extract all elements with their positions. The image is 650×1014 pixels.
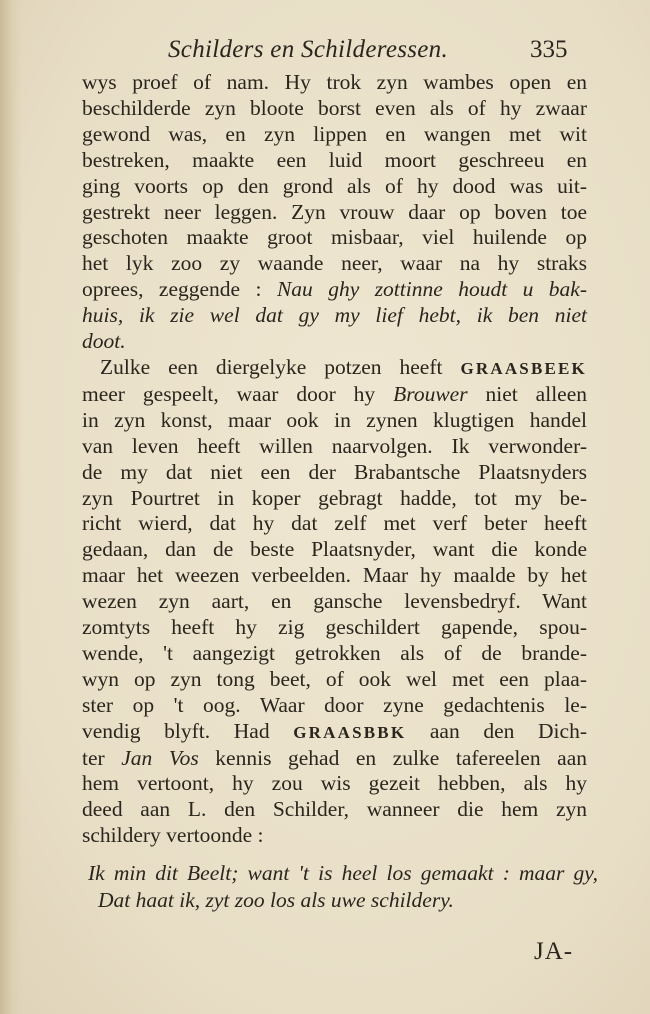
text-run: vendig blyft. Had — [82, 718, 294, 743]
italic-quote-line: doot. — [82, 329, 126, 354]
text-line — [82, 355, 587, 382]
name-italic: Brouwer — [393, 381, 468, 406]
binding-gutter — [0, 0, 22, 1014]
text-run: niet alleen — [467, 381, 587, 406]
page-header — [0, 32, 650, 66]
text-line: beschilderde zyn bloote borst even als of hy zwaar — [82, 95, 587, 120]
name-italic: Jan Vos — [121, 745, 199, 770]
text-line — [82, 746, 587, 772]
text-run: kennis gehad en zulke tafereelen aan — [198, 745, 587, 770]
text-line: de my dat niet een der Brabantsche Plaatsnyders — [82, 459, 587, 484]
verse-line: Ik min dit Beelt; want 't is heel los gemaakt : maar gy, — [88, 861, 598, 885]
italic-quote: Nau ghy zottinne houdt u bak- — [276, 277, 587, 302]
text-line: zomtyts heeft hy zig geschildert gapende, spou- — [82, 615, 587, 640]
text-line: wyn op zyn tong beet, of ook wel met een plaa- — [82, 666, 587, 691]
text-line: schildery vertoonde : — [82, 823, 264, 848]
text-line: maar het weezen verbeelden. Maar hy maalde by het — [82, 563, 587, 588]
text-line: ster op 't oog. Waar door zyne gedachtenis le- — [82, 692, 587, 717]
text-line: wezen zyn aart, en gansche levensbedryf. Want — [82, 589, 587, 614]
text-line — [82, 719, 587, 746]
verse-line: Dat haat ik, zyt zoo los als uwe schildery. — [98, 888, 454, 912]
text-line: ging voorts op den grond als of hy dood was uit- — [82, 173, 587, 198]
verse-quote — [88, 860, 598, 914]
text-line: geschoten maakte groot misbaar, viel huilende op — [82, 225, 587, 250]
text-line: deed aan L. den Schilder, wanneer die hem zyn — [82, 797, 587, 822]
text-line — [82, 277, 587, 303]
text-line: gedaan, dan de beste Plaatsnyder, want die konde — [82, 537, 587, 562]
catchword: JA- — [534, 938, 574, 965]
text-run: ter — [82, 745, 122, 770]
text-run: meer gespeelt, waar door hy — [82, 381, 394, 406]
body-text — [82, 70, 587, 849]
text-line: het lyk zoo zy waande neer, waar na hy straks — [82, 251, 587, 276]
text-line: wende, 't aangezigt getrokken als of de brande- — [82, 640, 587, 665]
page-number: 335 — [530, 36, 568, 63]
text-run: aan den Dich- — [406, 718, 587, 743]
text-run: Zulke een diergelyke potzen heeft — [100, 354, 461, 379]
text-line: richt wierd, dat hy dat zelf met verf beter heeft — [82, 511, 587, 536]
text-run: oprees, zeggende : — [82, 277, 277, 302]
name-smallcaps: GRAASBEEK — [460, 358, 587, 378]
text-line: zyn Pourtret in koper gebragt hadde, tot my be- — [82, 485, 587, 510]
name-smallcaps: GRAASBBK — [293, 722, 407, 742]
text-line: gewond was, en zyn lippen en wangen met wit — [82, 121, 587, 146]
text-line: in zyn konst, maar ook in zynen klugtigen handel — [82, 407, 587, 432]
text-line: wys proef of nam. Hy trok zyn wambes open en — [82, 70, 587, 94]
running-title: Schilders en Schilderessen. — [168, 36, 449, 63]
text-line — [82, 382, 587, 408]
italic-quote-line: huis, ik zie wel dat gy my lief hebt, ik ben niet — [82, 303, 587, 328]
text-line: van leven heeft willen naarvolgen. Ik verwonder- — [82, 433, 587, 458]
text-line: bestreken, maakte een luid moort geschreeu en — [82, 147, 587, 172]
text-line: hem vertoont, hy zou wis gezeit hebben, als hy — [82, 771, 587, 796]
text-line: gestrekt neer leggen. Zyn vrouw daar op boven toe — [82, 199, 587, 224]
